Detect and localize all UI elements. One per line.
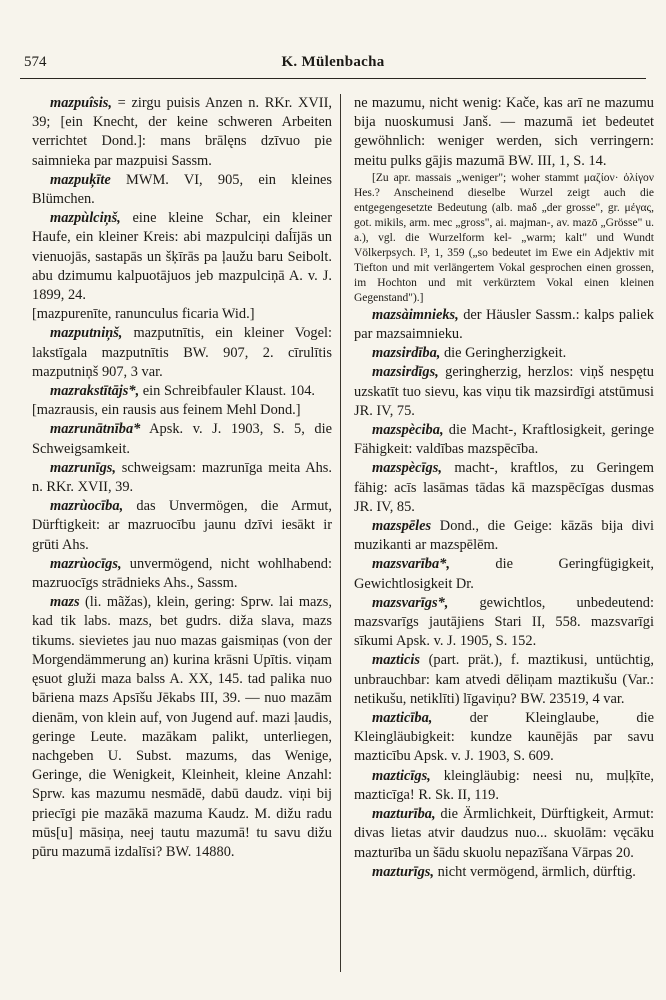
dictionary-entry [32,94,332,171]
entry-headword: mazpuîsis, [50,95,112,111]
column-divider [340,94,341,972]
entry-headword: mazputniņš, [50,325,123,342]
dictionary-entry [32,459,332,497]
dictionary-entry [354,517,654,555]
entry-headword: mazsirdība, [372,345,441,362]
entry-headword: mazrakstītājs*, [50,383,140,400]
running-title: K. Mülenbacha [281,54,385,70]
entry-text: der Kleinglaube, die Kleingläubigkeit: kundze kaunējās par savu mazticību Apsk. v. J. 1903, S. 609. [354,710,654,765]
entry-text: schweigsam: mazrunīga meita Ahs. n. RKr. XVII, 39. [32,459,332,496]
entry-headword: mazsvarīgs*, [372,594,449,611]
entry-headword: mazticis [372,652,420,669]
entry-text: [mazrausis, ein rausis aus feinem Mehl Dond.] [32,402,301,419]
entry-headword: mazturība, [372,806,436,823]
dictionary-entry [32,401,332,420]
entry-headword: mazrunātnība* [50,421,141,438]
dictionary-entry [32,171,332,209]
entry-headword: mazsvarība*, [372,556,450,573]
entry-text: gewichtlos, unbedeutend: mazsvarīgs jautājiens Stari II, 558. mazsvarīgi sīkumi Apsk. v. J. 1905, S. 152. [354,594,654,650]
entry-headword: mazrunīgs, [50,459,116,476]
dictionary-entry [354,863,654,882]
entry-text: geringherzig, herzlos: viņš nespętu uzskatīt tuo sievu, kas viņu tik mazsirdīgi atstūmusi JR. IV, 75. [354,364,654,419]
entry-text: macht-, kraftlos, zu Geringem fähig: acīs lasāmas tādas kā mazspēcīgas dusmas JR. IV, 85. [354,460,654,515]
page-header [20,52,646,79]
dictionary-entry [354,805,654,863]
entry-text: der Häusler Sassm.: kalps paliek par mazsaimnieku. [354,306,654,343]
dictionary-entry [32,593,332,862]
entry-headword: mazticīgs, [372,767,431,784]
dictionary-entry [354,94,654,171]
right-column [354,94,654,882]
entry-headword: mazpùlciņš, [50,210,121,227]
entry-text: ein Schreibfauler Klaust. 104. [139,383,316,400]
dictionary-entry [354,306,654,344]
entry-text: die Ärmlichkeit, Dürftigkeit, Armut: divas lietas atvir daudzus nuo... skuolām: vęcāku mazturība un šādu skuolu nepazīšana Vārpas 20. [354,806,654,861]
entry-headword: mazspècīgs, [372,460,442,477]
entry-text: das Unvermögen, die Armut, Dürftigkeit: ar mazruocību jaunu dzīvi iesākt ir grūti Ahs. [32,498,332,553]
entry-text: = zirgu puisis Anzen n. RKr. XVII, 39; [ein Knecht, der keine schweren Arbeiten verrichtet Dond.]: mans brālęns dzīvuo pie saimnieka par mazpuisi Sassm. [32,95,332,169]
dictionary-entry [32,555,332,593]
dictionary-entry [32,209,332,305]
entry-headword: mazpuķīte [50,171,111,188]
entry-headword: mazsirdīgs, [372,364,439,381]
entry-text: mazputnītis, ein kleiner Vogel: lakstīgala mazputnītis BW. 907, 2. cīrulītis mazputniņš 907, 3 var. [32,325,332,380]
dictionary-entry [354,459,654,517]
entry-headword: mazs [50,594,80,611]
dictionary-entry [32,497,332,555]
entry-headword: mazturīgs, [372,863,434,880]
dictionary-entry [32,420,332,458]
entry-headword: mazspèciba, [372,422,444,439]
entry-text: Apsk. v. J. 1903, S. 5, die Schweigsamkeit. [32,421,332,457]
dictionary-entry [32,382,332,401]
dictionary-entry [354,594,654,652]
entry-headword: mazrùocība, [50,498,124,515]
entry-text: eine kleine Schar, ein kleiner Haufe, ein kleiner Kreis: abi mazpulciņi daĺījās un vienuojās, sastapās un šķīrās pa ļaužu baru Seibolt. abu dzimumu kalpuotājuos jeb mazpulciņā A. v. J. 1899, 24. [32,210,332,304]
entry-text: kleingläubig: neesi nu, muļķīte, mazticīga! R. Sk. II, 119. [354,767,654,803]
entry-text: (part. prät.), f. maztikusi, untüchtig, unbrauchbar: kam atvedi dēliņam maztikušu (Var.: netikušu, netiklīti) līgaviņu? BW. 23519, 4 var. [354,652,654,707]
entry-text: die Macht-, Kraftlosigkeit, geringe Fähigkeit: valdības mazspēcība. [354,422,654,458]
entry-headword: mazspēles [372,518,432,535]
dictionary-entry [354,767,654,805]
entry-headword: mazticība, [372,710,433,727]
page-number: 574 [24,54,47,70]
dictionary-entry [354,555,654,593]
entry-text: nicht vermögend, ärmlich, dürftig. [433,863,636,880]
dictionary-entry [354,363,654,421]
entry-text: [mazpurenīte, ranunculus ficaria Wid.] [32,306,255,323]
entry-text: die Geringfügigkeit, Gewichtlosigkeit Dr. [354,556,654,592]
dictionary-entry [354,421,654,459]
entry-text: (li. mãžas), klein, gering: Sprw. lai mazs, kad tik labs. mazs, bet gudrs. diža slava, mazs tikums. sievietes jau nuo mazas gaismiņas (von der Morgendämmerung an) kurina krāsni Upītis. viņam ęsuot gluži maza balss A. XX, 145. tad palika nuo bāriena mazs Apsīšu Jēkabs III, 39. — nuo mazām dienām, von klein auf, von Jugend auf. mazi ļaudis, geringe Leute. mazākam palikt, unterliegen, nachgeben U. Subst. mazums, das Wenige, Geringe, die Wenigkeit, Kleinheit, kleine Anzahl: Sprw. kas mazumu nesmādē, dabū daudz. viņi bij priecīgi pie mazākā mazuma Kaudz. M. dižu radu mūs[u] māsiņa, neej tautu mazumā! tu savu dižu pūru mazumā izdalīsi? BW. 14880. [32,594,332,860]
entry-headword: mazrùocīgs, [50,555,122,572]
entry-text: [Zu apr. massais „weniger"; woher stammt μαζίον· ὀλίγον Hes.? Anscheinend dieselbe Wurzel zeigt auch die entgegengesetzte Bedeutung (alb. maδ „der grosse", gr. μέγας, got. mikils, arm. mec „gross", ai. majman-, av. mazō „Grösse" u. a.), vgl. die Wurzelform kel- „warm; kalt" und Wundt Völkerpsych. I³, 1, 359 („so bedeutet im Ewe ein Adjektiv mit Tiefton und mit verlängertem Vokal gesprochen einen grossen, im Hochton und mit verkürztem Vokal einen kleinen Gegenstand").] [354,171,654,304]
dictionary-entry [354,171,654,306]
dictionary-entry [32,324,332,382]
dictionary-entry [354,651,654,709]
entry-text: die Geringherzigkeit. [440,345,567,362]
dictionary-entry [32,305,332,324]
entry-text: MWM. VI, 905, ein kleines Blümchen. [32,171,332,208]
dictionary-entry [354,344,654,363]
entry-headword: mazsàimnieks, [372,306,459,323]
dictionary-entry [354,709,654,767]
entry-text: unvermögend, nicht wohlhabend: mazruocīgs strādnieks Ahs., Sassm. [32,555,332,592]
entry-text: Dond., die Geige: kāzās bija divi muzikanti ar mazspēlēm. [354,518,654,554]
left-column [32,94,332,862]
entry-text: ne mazumu, nicht wenig: Kače, kas arī ne mazumu bija nuoskumusi Janš. — mazumā iet bedeutet gewöhnlich: weniger werden, sich verringern: meitu pulks gājis mazumā BW. III, 1, S. 14. [354,95,654,169]
